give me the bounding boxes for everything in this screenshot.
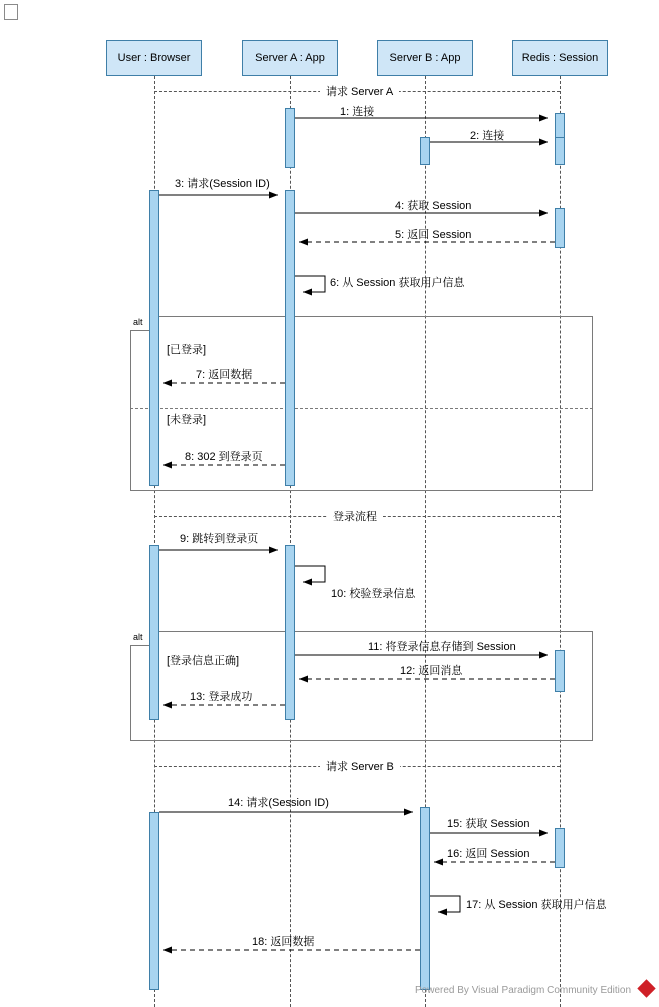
activation-redis-connect-b	[555, 137, 565, 165]
activation-server-a-login	[285, 545, 295, 720]
lifeline-server-a-app[interactable]	[242, 40, 338, 76]
activation-server-b-request	[420, 807, 430, 990]
lifeline-redis-session[interactable]	[512, 40, 608, 76]
message-label-3: 3: 请求(Session ID)	[175, 178, 270, 190]
message-label-8: 8: 302 到登录页	[185, 451, 263, 463]
separator-login-flow: 登录流程	[327, 508, 383, 524]
message-label-1: 1: 连接	[340, 106, 375, 118]
activation-server-b-connect	[420, 137, 430, 165]
message-label-15: 15: 获取 Session	[447, 818, 530, 830]
activation-user-login	[149, 545, 159, 720]
visual-paradigm-logo-icon	[637, 979, 655, 997]
lifeline-server-b-app[interactable]	[377, 40, 473, 76]
separator-request-server-a: 请求 Server A	[320, 83, 399, 99]
lifeline-label-redis-session: Redis : Session	[521, 52, 599, 64]
message-label-18: 18: 返回数据	[252, 936, 315, 948]
message-label-14: 14: 请求(Session ID)	[228, 797, 329, 809]
fragment-alt-login-correct	[130, 631, 593, 741]
message-label-9: 9: 跳转到登录页	[180, 533, 259, 545]
fragment-guard-logged-in: [已登录]	[167, 344, 207, 356]
activation-user-request	[149, 190, 159, 486]
activation-user-request-b	[149, 812, 159, 990]
activation-server-a-request	[285, 190, 295, 486]
message-label-12: 12: 返回消息	[400, 665, 463, 677]
lifeline-user-browser[interactable]	[106, 40, 202, 76]
document-icon	[4, 4, 18, 20]
message-label-4: 4: 获取 Session	[395, 200, 472, 212]
watermark-text: Powered By Visual Paradigm Community Edition	[415, 985, 632, 996]
message-label-7: 7: 返回数据	[196, 369, 253, 381]
lifeline-label-server-a-app: Server A : App	[255, 52, 325, 64]
fragment-alt-login-state-divider	[130, 408, 593, 409]
message-label-6: 6: 从 Session 获取用户信息	[330, 277, 465, 289]
message-label-11: 11: 将登录信息存储到 Session	[368, 641, 516, 653]
message-label-10: 10: 校验登录信息	[331, 588, 416, 600]
message-label-17: 17: 从 Session 获取用户信息	[466, 899, 607, 911]
fragment-guard-login-correct: [登录信息正确]	[167, 655, 240, 667]
message-label-13: 13: 登录成功	[190, 691, 253, 703]
activation-redis-get-session	[555, 208, 565, 248]
separator-request-server-b: 请求 Server B	[320, 758, 400, 774]
lifeline-label-user-browser: User : Browser	[117, 52, 191, 64]
activation-redis-store-session	[555, 650, 565, 692]
lifeline-label-server-b-app: Server B : App	[389, 52, 461, 64]
message-label-2: 2: 连接	[470, 130, 505, 142]
fragment-guard-not-logged-in: [未登录]	[167, 414, 207, 426]
fragment-alt-login-correct-operator: alt	[130, 631, 156, 646]
message-label-16: 16: 返回 Session	[447, 848, 530, 860]
activation-server-a-connect	[285, 108, 295, 168]
fragment-alt-login-state-operator: alt	[130, 316, 156, 331]
activation-redis-get-session-b	[555, 828, 565, 868]
message-label-5: 5: 返回 Session	[395, 229, 472, 241]
